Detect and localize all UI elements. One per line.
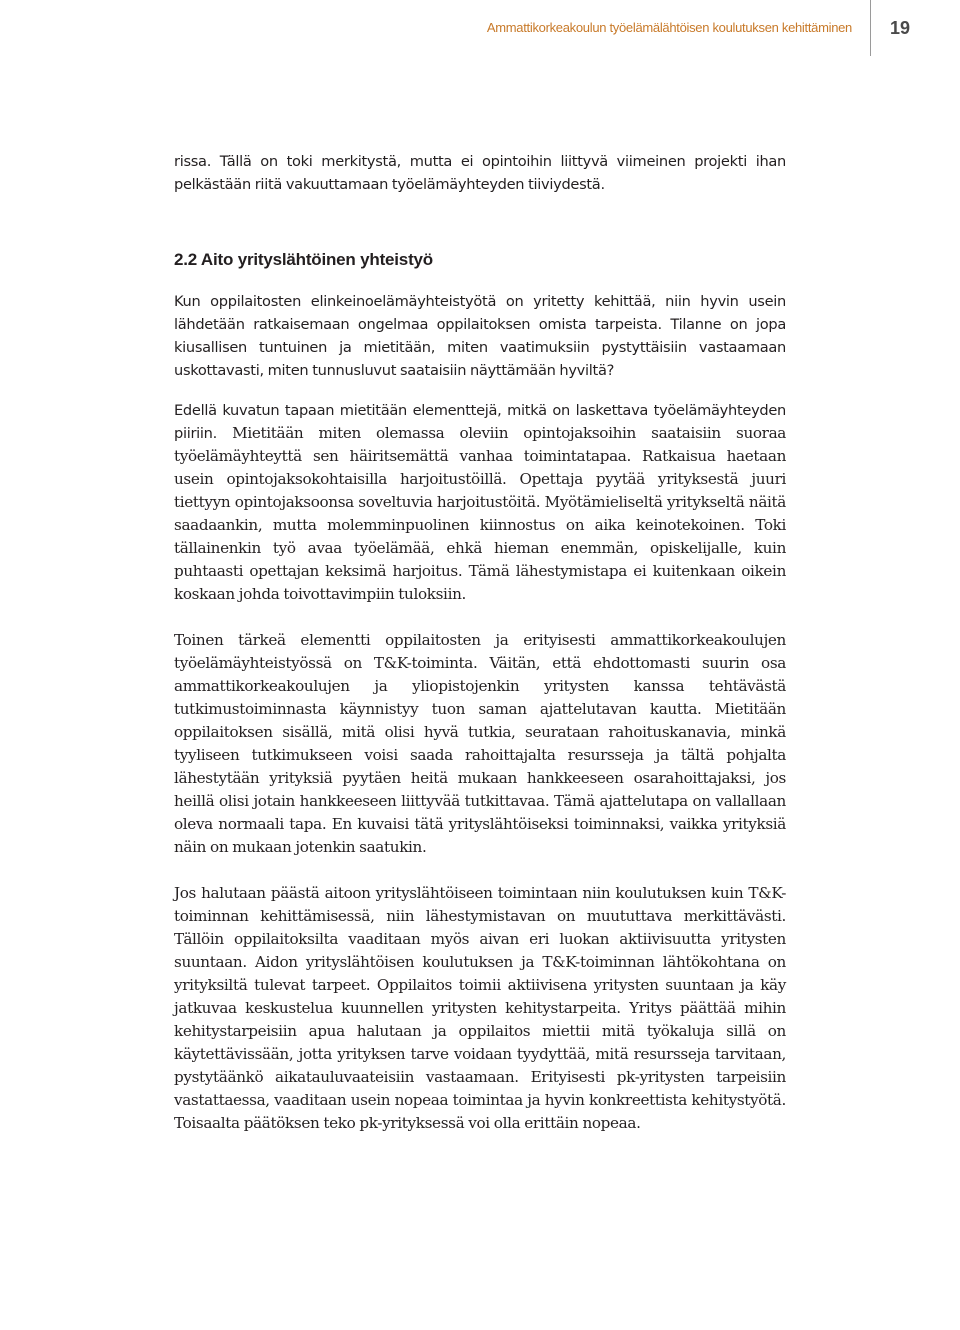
paragraph-4: Jos halutaan päästä aitoon yrityslähtöiseen toimintaan niin koulutuksen kuin T&K-toiminnan kehittämisessä, niin lähestymistavan on muututtava merkittävästi. Tällöin oppilaitoksilta vaaditaan myös aivan eri luokan aktiivisuutta yritysten suuntaan. Aidon yrityslähtöisen koulutuksen ja T&K-toiminnan lähtökohtana on yrityksiltä tulevat tarpeet. Oppilaitos toimii aktiivisena yritysten suuntaan ja käy jatkuvaa keskustelua kuunnellen yritysten kehitystarpeita. Yritys päättää mihin kehitystarpeisiin apua halutaan ja oppilaitos miettii mitä työkaluja sillä on käytettävissään, jotta yrityksen tarve voidaan tyydyttää, mitä resursseja tarvitaan, pystytäänkö aikatauluvaateisiin vastaamaan. Erityisesti pk-yritysten tarpeisiin vastattaessa, vaaditaan usein nopeaa toimintaa ja hyvin konkreettista kehitystyötä. Toisaalta päätöksen teko pk-yrityksessä voi olla erittäin nopeaa. bbox=[174, 884, 786, 1132]
page-body bbox=[174, 150, 786, 1135]
paragraph-continuation: rissa. Tällä on toki merkitystä, mutta ei opintoihin liittyvä viimeinen projekti ihan pelkästään riitä vakuuttamaan työelämäyhteyden tiiviydestä. bbox=[174, 153, 786, 193]
running-header-title: Ammattikorkeakoulun työelämälähtöisen koulutuksen kehittäminen bbox=[486, 20, 852, 35]
paragraph-2 bbox=[174, 399, 786, 606]
header-divider bbox=[870, 0, 871, 56]
paragraph-2-rest: Mietitään miten olemassa oleviin opintojaksoihin saataisiin suoraa työelämäyhteyttä sen häiritsemättä vanhaa toimintatapaa. Ratkaisua haetaan usein opintojaksokohtaisilla harjoitustöillä. Opettaja pyytää yrityksestä juuri tiettyyn opintojaksoonsa soveltuvia harjoitustöitä. Myötämieliseltä yritykseltä näitä saadaankin, mutta molemminpuolinen kiinnostus on aika keinotekoinen. Toki tällainenkin työ avaa työelämää, ehkä hieman enemmän, opiskelijalle, kuin puhtaasti opettajan keksimä harjoitus. Tämä lähestymistapa ei kuitenkaan oikein koskaan johda toivottavimpiin tuloksiin. bbox=[174, 424, 786, 603]
page-number: 19 bbox=[889, 18, 911, 38]
section-heading: 2.2 Aito yrityslähtöinen yhteistyö bbox=[174, 250, 433, 269]
paragraph-3: Toinen tärkeä elementti oppilaitosten ja erityisesti ammattikorkeakoulujen työelämäyhteistyössä on T&K-toiminta. Väitän, että ehdottomasti suurin osa ammattikorkeakoulujen ja yliopistojenkin yritysten kanssa tehtävästä tutkimustoiminnasta käynnistyy tuon saman ajattelutavan kautta. Mietitään oppilaitoksen sisällä, mitä olisi hyvä tutkia, seurataan rahoituskanavia, minkä tyyliseen tutkimukseen voisi saada rahoittajalta resursseja ja tältä pohjalta lähestytään yrityksiä pyytäen heitä mukaan hankkeeseen osarahoittajaksi, jos heillä olisi jotain hankkeeseen liittyvää tutkittavaa. Tämä ajattelutapa on vallallaan oleva normaali tapa. En kuvaisi tätä yrityslähtöiseksi toiminnaksi, vaikka yrityksiä näin on mukaan jotenkin saatukin. bbox=[174, 631, 786, 856]
paragraph-1: Kun oppilaitosten elinkeinoelämäyhteistyötä on yritetty kehittää, niin hyvin usein lähdetään ratkaisemaan ongelmaa oppilaitoksen omista tarpeista. Tilanne on jopa kiusallisen tuntuinen ja mietitään, miten vaatimuksiin pystyttäisiin vastaamaan uskottavasti, miten tunnusluvut saataisiin näyttämään hyviltä? bbox=[174, 293, 786, 379]
paragraph-2-lead: Edellä kuvatun tapaan mietitään elementtejä, mitkä on laskettava työelämäyhteyden piiriin. bbox=[174, 402, 786, 442]
